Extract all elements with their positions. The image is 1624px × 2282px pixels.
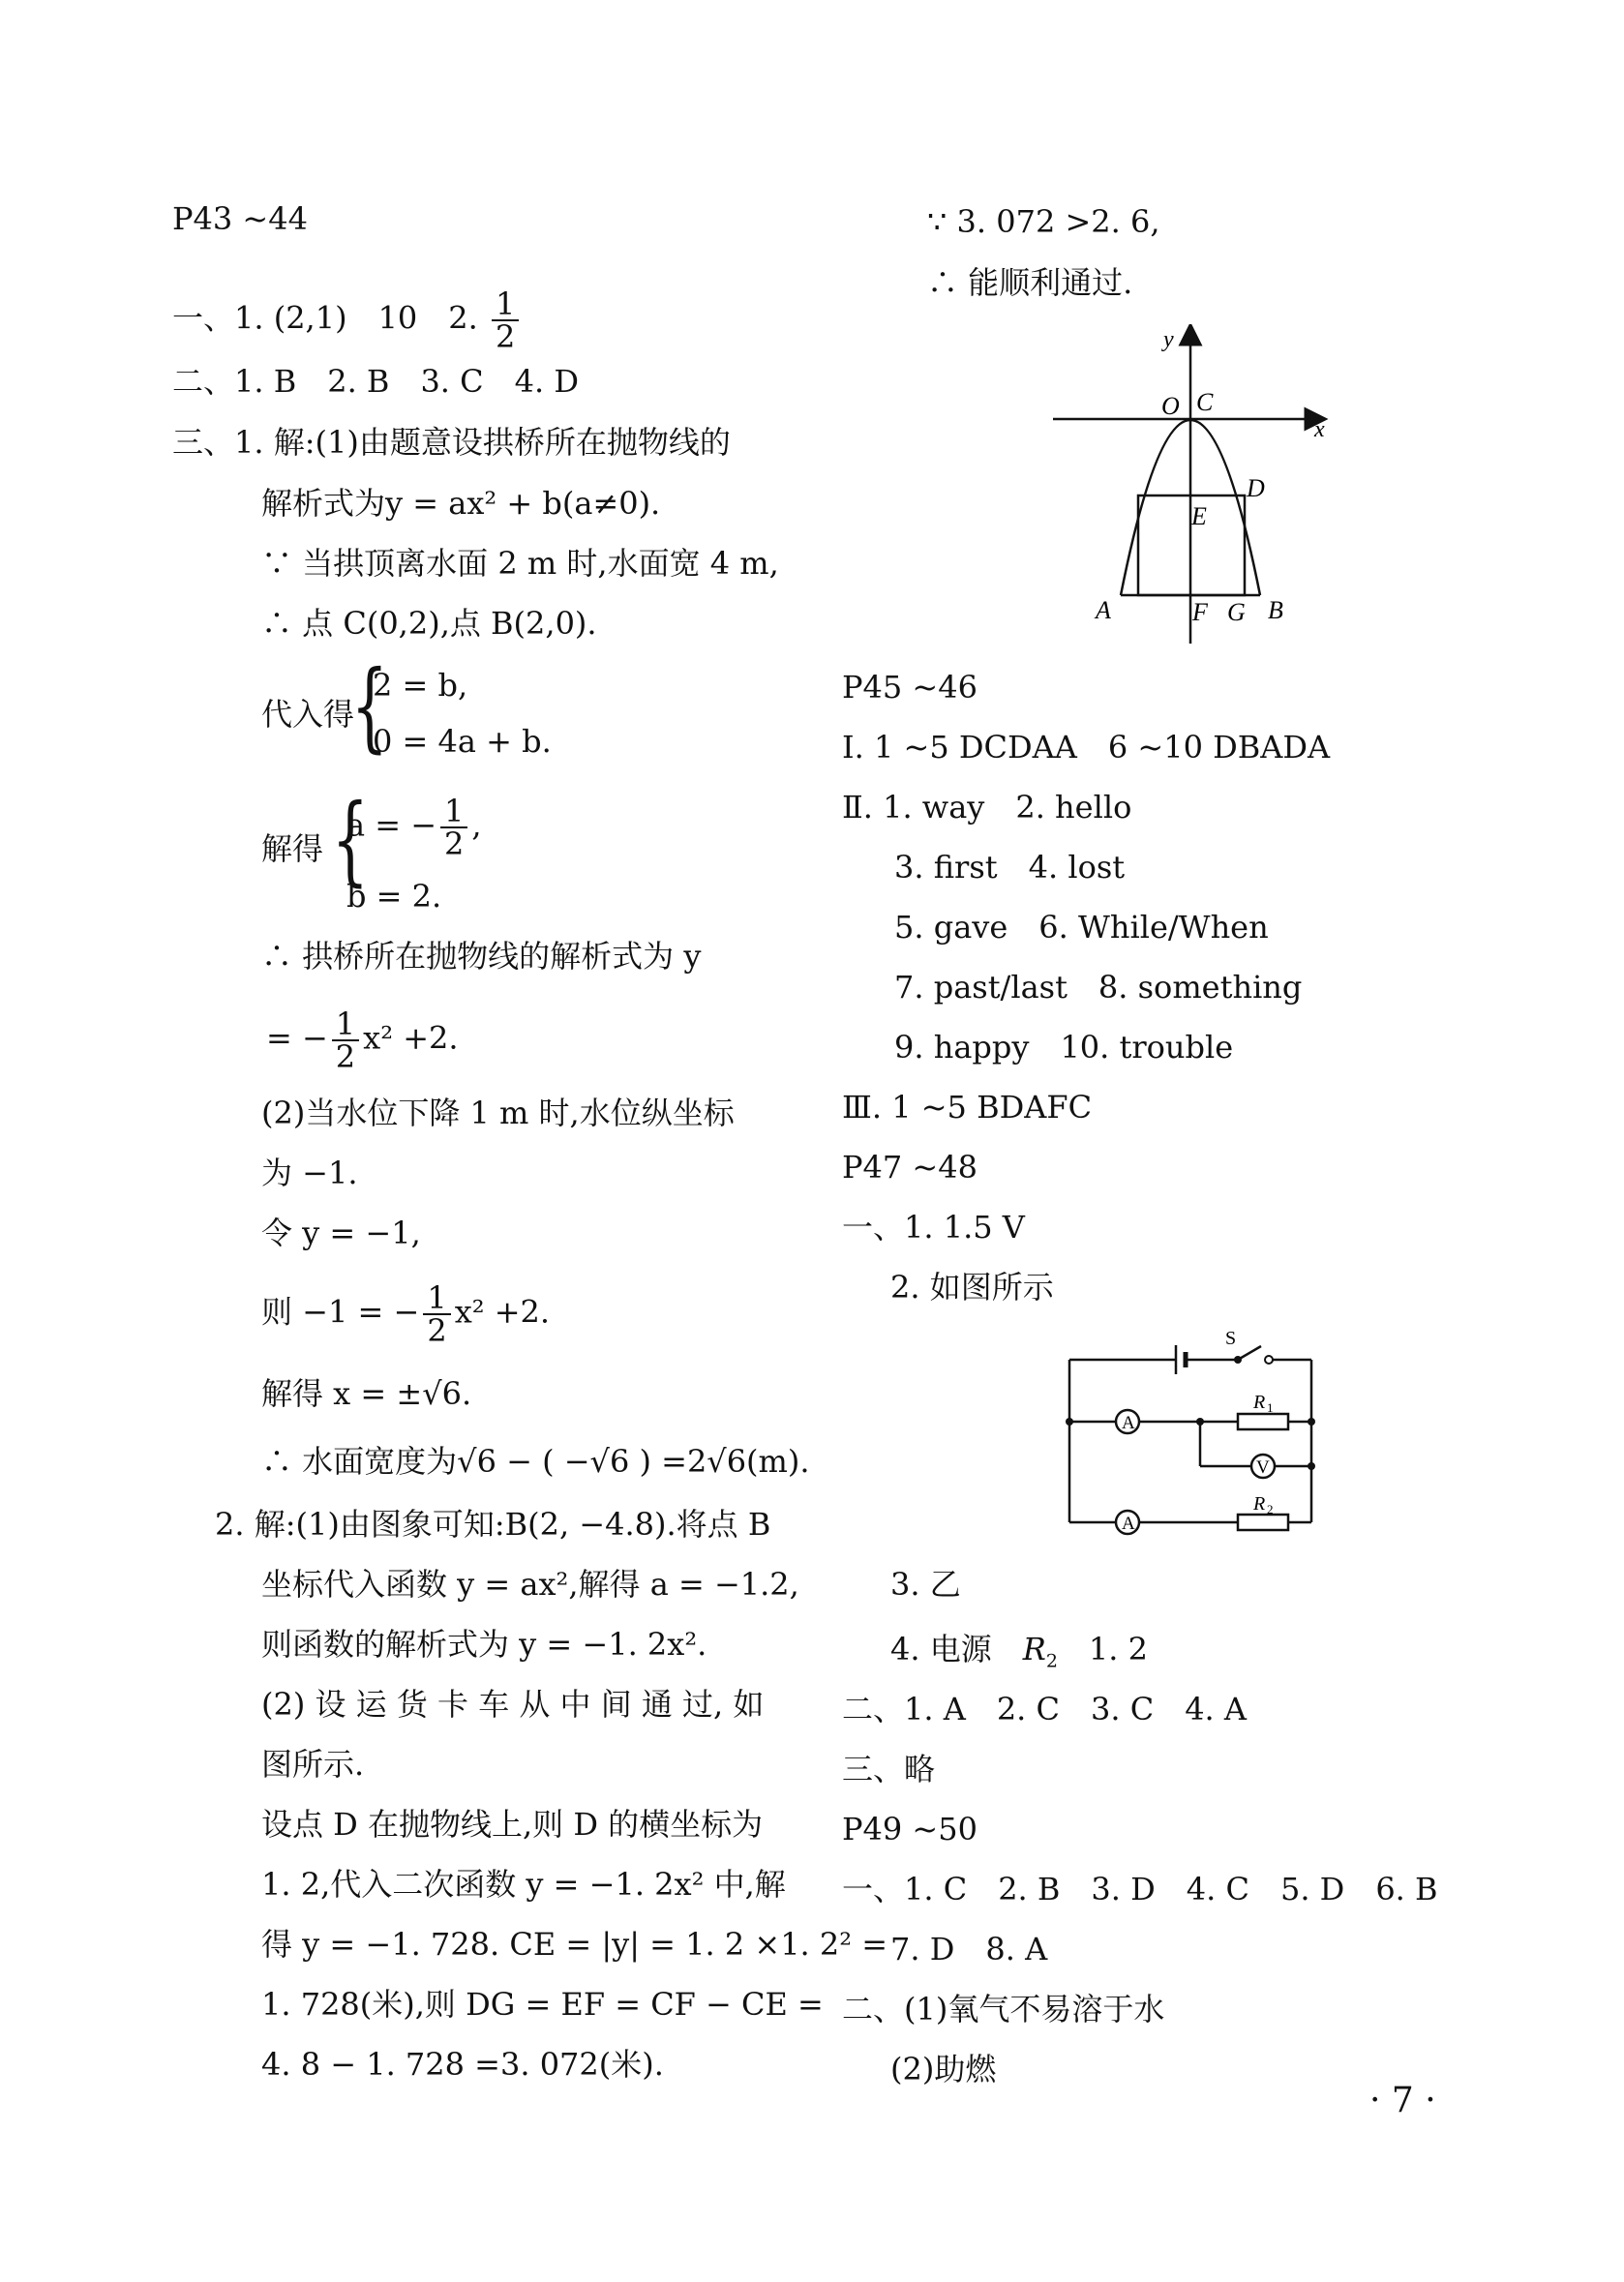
- label-x: x: [1314, 417, 1325, 442]
- text-line: 一、1. C 2. B 3. D 4. C 5. D 6. B: [842, 1871, 1438, 1907]
- text-line: ∵ 3. 072 >2. 6,: [927, 203, 1160, 240]
- label-R1: R: [1253, 1392, 1266, 1413]
- text-line: 1. 2,代入二次函数 y = −1. 2x² 中,解: [261, 1866, 786, 1903]
- text-line: Ⅲ. 1 ~5 BDAFC: [842, 1089, 1093, 1126]
- resistor-r2: [1238, 1515, 1288, 1530]
- section-heading-p45: P45 ~46: [842, 669, 977, 706]
- label-y: y: [1163, 327, 1174, 352]
- frac-den: 2: [335, 1038, 356, 1075]
- equation-line: [261, 1279, 551, 1349]
- text-line: (2)助燃: [890, 2051, 997, 2087]
- frac-num: 1: [332, 1008, 359, 1041]
- equation-line: [266, 1006, 459, 1075]
- r2-subscript: 2: [1045, 1650, 1058, 1672]
- label-O: O: [1161, 392, 1180, 420]
- label-A: A: [1096, 596, 1111, 624]
- text-line: 2. 解:(1)由图象可知:B(2, −4.8).将点 B: [215, 1506, 771, 1543]
- q1-line: [172, 285, 523, 355]
- text-line: 1. 728(米),则 DG = EF = CF − CE =: [261, 1986, 824, 2023]
- label-E: E: [1191, 502, 1207, 530]
- text-line: ∵ 当拱顶离水面 2 m 时,水面宽 4 m,: [261, 545, 779, 582]
- junction-dot: [1308, 1418, 1315, 1426]
- text-line: (2) 设 运 货 卡 车 从 中 间 通 过, 如: [261, 1686, 765, 1723]
- parabola-figure: [1045, 324, 1336, 653]
- eq-text: x² +2.: [363, 1019, 459, 1057]
- q3-line: 三、1. 解:(1)由题意设拱桥所在抛物线的: [172, 424, 731, 461]
- text-line: 得 y = −1. 728. CE = |y| = 1. 2 ×1. 2² =: [261, 1926, 888, 1963]
- junction-dot: [1066, 1418, 1073, 1426]
- switch-contact: [1265, 1356, 1273, 1364]
- label-C: C: [1196, 388, 1214, 416]
- equation-line: 2 = b,: [373, 667, 468, 704]
- text-line: 7. D 8. A: [890, 1931, 1048, 1967]
- text-line: 三、略: [842, 1751, 936, 1787]
- label-ammeter-1: A: [1122, 1413, 1135, 1433]
- label-R1-sub: 1: [1267, 1400, 1274, 1415]
- text-line: Ⅱ. 1. way 2. hello: [842, 789, 1132, 826]
- text-line: 5. gave 6. While/When: [894, 909, 1269, 946]
- label-ammeter-2: A: [1122, 1514, 1135, 1534]
- label-R2: R: [1253, 1493, 1266, 1515]
- junction-dot: [1196, 1418, 1204, 1426]
- left-brace: {: [331, 783, 369, 896]
- label-D: D: [1247, 474, 1265, 502]
- text-line: 2. 如图所示: [890, 1269, 1054, 1306]
- text-line: 图所示.: [261, 1746, 365, 1783]
- section-heading-p43: P43 ~44: [172, 200, 308, 237]
- eq-text: ,: [471, 806, 482, 844]
- section-heading-p47: P47 ~48: [842, 1149, 977, 1186]
- text-line: 二、(1)氧气不易溶于水: [842, 1991, 1165, 2027]
- junction-dot: [1308, 1462, 1315, 1470]
- substitute-label: 代入得: [261, 696, 355, 733]
- text-line: 解析式为y = ax² + b(a≠0).: [261, 485, 661, 522]
- text-line: 为 −1.: [261, 1155, 358, 1191]
- text-line: 7. past/last 8. something: [894, 969, 1303, 1006]
- text: 4. 电源: [890, 1631, 1023, 1667]
- text-line: ∴ 拱桥所在抛物线的解析式为 y: [261, 938, 702, 975]
- text-line: ∴ 能顺利通过.: [927, 264, 1133, 301]
- q1-fraction: [492, 285, 519, 355]
- frac-num: 1: [423, 1282, 450, 1315]
- text-line: 3. 乙: [890, 1566, 961, 1603]
- text-line: 坐标代入函数 y = ax²,解得 a = −1.2,: [261, 1566, 799, 1603]
- text-line: 令 y = −1,: [261, 1215, 421, 1251]
- equation-line: [346, 793, 482, 862]
- label-B: B: [1268, 596, 1283, 624]
- eq-text: = −: [266, 1019, 328, 1057]
- switch-blade: [1238, 1346, 1261, 1360]
- label-S: S: [1225, 1328, 1237, 1349]
- eq-text: a = −: [346, 806, 437, 844]
- text-line: Ⅰ. 1 ~5 DCDAA 6 ~10 DBADA: [842, 729, 1331, 766]
- text-line: [890, 1630, 1148, 1680]
- text-line: ∴ 水面宽度为√6 − ( −√6 ) =2√6(m).: [261, 1443, 810, 1480]
- fraction: [332, 1006, 359, 1075]
- equation-line: 0 = 4a + b.: [373, 723, 552, 760]
- label-G: G: [1227, 598, 1246, 626]
- text-line: 3. first 4. lost: [894, 849, 1126, 886]
- r2-symbol: R: [1022, 1631, 1046, 1667]
- q1-frac-num: 1: [492, 288, 519, 321]
- text-line: 9. happy 10. trouble: [894, 1029, 1234, 1066]
- eq-text: x² +2.: [454, 1293, 551, 1331]
- equation-line: b = 2.: [346, 878, 442, 915]
- resistor-r1: [1238, 1414, 1288, 1429]
- q1-text: 一、1. (2,1) 10 2.: [172, 299, 488, 337]
- fraction: [440, 793, 467, 862]
- section-heading-p49: P49 ~50: [842, 1811, 977, 1847]
- circuit-figure: [1060, 1321, 1331, 1539]
- text-line: 则函数的解析式为 y = −1. 2x².: [261, 1626, 707, 1663]
- frac-den: 2: [427, 1312, 447, 1349]
- solve-label: 解得: [261, 830, 324, 867]
- q2-line: 二、1. B 2. B 3. C 4. D: [172, 363, 579, 400]
- text-line: 解得 x = ±√6.: [261, 1375, 472, 1412]
- label-voltmeter: V: [1256, 1457, 1270, 1478]
- fraction: [423, 1279, 450, 1349]
- text-line: 二、1. A 2. C 3. C 4. A: [842, 1691, 1248, 1727]
- text-line: 一、1. 1.5 V: [842, 1209, 1025, 1246]
- frac-den: 2: [444, 826, 465, 862]
- q1-frac-den: 2: [496, 318, 516, 355]
- text-line: 4. 8 − 1. 728 =3. 072(米).: [261, 2046, 664, 2083]
- frac-num: 1: [440, 796, 467, 828]
- page-number: · 7 ·: [1369, 2081, 1436, 2120]
- switch-pivot: [1234, 1356, 1242, 1364]
- label-F: F: [1192, 598, 1208, 626]
- label-R2-sub: 2: [1267, 1502, 1274, 1516]
- text-line: ∴ 点 C(0,2),点 B(2,0).: [261, 605, 597, 642]
- text-line: (2)当水位下降 1 m 时,水位纵坐标: [261, 1095, 735, 1131]
- text-line: 设点 D 在抛物线上,则 D 的横坐标为: [261, 1806, 764, 1843]
- eq-text: 则 −1 = −: [261, 1293, 420, 1331]
- left-brace: {: [350, 649, 388, 763]
- text: 1. 2: [1057, 1631, 1148, 1667]
